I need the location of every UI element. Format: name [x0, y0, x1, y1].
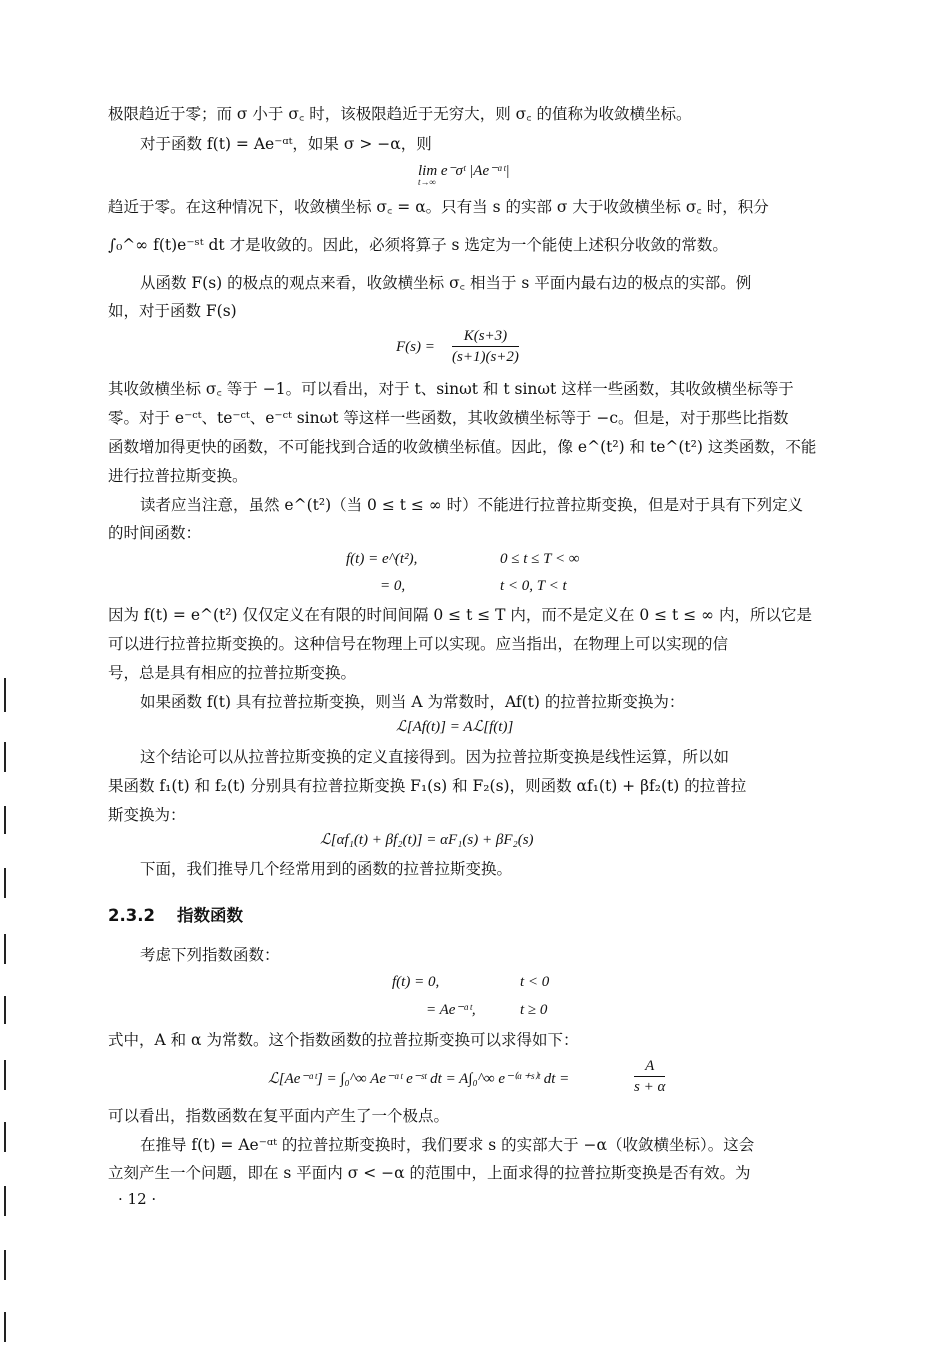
- text-line: 可以进行拉普拉斯变换的。这种信号在物理上可以实现。应当指出，在物理上可以实现的信: [108, 635, 729, 653]
- text-line: 趋近于零。在这种情况下，收敛横坐标 σ꜀ = α。只有当 s 的实部 σ 大于收敛横坐标 σ꜀ 时，积分: [108, 198, 769, 216]
- scan-margin-mark: [4, 1060, 6, 1090]
- section-title: 指数函数: [176, 906, 243, 925]
- fraction-numerator: K(s+3): [452, 327, 519, 347]
- text-line: 果函数 f₁(t) 和 f₂(t) 分别具有拉普拉斯变换 F₁(s) 和 F₂(s)，则函数 αf₁(t) + βf₂(t) 的拉普拉: [108, 777, 747, 795]
- fraction-denominator: (s+1)(s+2): [452, 349, 519, 365]
- linearity-equation: ℒ[Af(t)] = Aℒ[f(t)]: [396, 719, 514, 735]
- scan-margin-mark: [4, 742, 6, 772]
- exponential-transform-fraction: [634, 1057, 665, 1097]
- text-line: 对于函数 f(t) = Ae⁻ᵅᵗ，如果 σ > −α，则: [140, 135, 432, 153]
- text-line: 下面，我们推导几个经常用到的函数的拉普拉斯变换。: [140, 860, 513, 878]
- text-line: 斯变换为：: [108, 806, 186, 824]
- text-line: 如，对于函数 F(s): [108, 302, 237, 320]
- text-line: 从函数 F(s) 的极点的观点来看，收敛横坐标 σ꜀ 相当于 s 平面内最右边的极点的实部。例: [140, 274, 752, 292]
- text-line: 式中，A 和 α 为常数。这个指数函数的拉普拉斯变换可以求得如下：: [108, 1031, 579, 1049]
- text-line: 号，总是具有相应的拉普拉斯变换。: [108, 664, 357, 682]
- scan-margin-mark: [4, 1122, 6, 1152]
- text-line: 因为 f(t) = e^(t²) 仅仅定义在有限的时间间隔 0 ≤ t ≤ T 内，而不是定义在 0 ≤ t ≤ ∞ 内，所以它是: [108, 606, 812, 624]
- text-line: 读者应当注意，虽然 e^(t²)（当 0 ≤ t ≤ ∞ 时）不能进行拉普拉斯变换，但是对于具有下列定义: [140, 496, 804, 514]
- text-line: ∫₀^∞ f(t)e⁻ˢᵗ dt 才是收敛的。因此，必须将算子 s 选定为一个能使上述积分收敛的常数。: [108, 236, 728, 254]
- text-line: 立刻产生一个问题，即在 s 平面内 σ < −α 的范围中，上面求得的拉普拉斯变换是否有效。为: [108, 1164, 751, 1182]
- text-line: 如果函数 f(t) 具有拉普拉斯变换，则当 A 为常数时，Af(t) 的拉普拉斯变换为：: [140, 693, 685, 711]
- exponential-transform-equation: ℒ[Ae⁻ᵅᵗ] = ∫₀^∞ Ae⁻ᵅᵗ e⁻ˢᵗ dt = A∫₀^∞ e⁻⁽ᵅ⁺ˢ⁾ᵗ dt =: [268, 1071, 570, 1087]
- text-line: 函数增加得更快的函数，不可能找到合适的收敛横坐标值。因此，像 e^(t²) 和 te^(t²) 这类函数，不能: [108, 438, 817, 456]
- transfer-function-fraction: [452, 327, 519, 367]
- text-line: 极限趋近于零；而 σ 小于 σ꜀ 时，该极限趋近于无穷大，则 σ꜀ 的值称为收敛横坐标。: [108, 105, 692, 123]
- piecewise-equation-row: f(t) = e^(t²),: [346, 551, 418, 567]
- piecewise-condition: t < 0: [520, 974, 550, 990]
- piecewise-condition: t < 0, T < t: [500, 578, 567, 594]
- page-number: · 12 ·: [118, 1190, 157, 1208]
- section-number: 2.3.2: [108, 906, 155, 925]
- limit-subscript: t→∞: [418, 177, 436, 187]
- scan-margin-mark: [4, 868, 6, 898]
- piecewise-condition: 0 ≤ t ≤ T < ∞: [500, 551, 580, 567]
- text-line: 考虑下列指数函数：: [140, 946, 280, 964]
- piecewise-equation-row: = 0,: [380, 578, 406, 594]
- scan-margin-mark: [4, 806, 6, 834]
- scan-margin-mark: [4, 1250, 6, 1280]
- scan-margin-mark: [4, 934, 6, 964]
- scan-margin-mark: [4, 678, 6, 712]
- superposition-equation: ℒ[αf₁(t) + βf₂(t)] = αF₁(s) + βF₂(s): [320, 832, 534, 848]
- text-line: 其收敛横坐标 σ꜀ 等于 −1。可以看出，对于 t、sinωt 和 t sinωt 这样一些函数，其收敛横坐标等于: [108, 380, 794, 398]
- piecewise-equation-row: f(t) = 0,: [392, 974, 440, 990]
- text-line: 零。对于 e⁻ᶜᵗ、te⁻ᶜᵗ、e⁻ᶜᵗ sinωt 等这样一些函数，其收敛横坐标等于 −c。但是，对于那些比指数: [108, 409, 789, 427]
- scan-margin-mark: [4, 1186, 6, 1216]
- text-line: 可以看出，指数函数在复平面内产生了一个极点。: [108, 1107, 450, 1125]
- text-line: 在推导 f(t) = Ae⁻ᵅᵗ 的拉普拉斯变换时，我们要求 s 的实部大于 −α（收敛横坐标）。这会: [140, 1136, 755, 1154]
- transfer-function-lhs: F(s) =: [396, 339, 435, 355]
- text-line: 进行拉普拉斯变换。: [108, 467, 248, 485]
- section-heading: [108, 902, 243, 926]
- piecewise-condition: t ≥ 0: [520, 1002, 548, 1018]
- fraction-denominator: s + α: [634, 1079, 666, 1095]
- text-line: 这个结论可以从拉普拉斯变换的定义直接得到。因为拉普拉斯变换是线性运算，所以如: [140, 748, 730, 766]
- scan-margin-mark: [4, 996, 6, 1024]
- text-line: 的时间函数：: [108, 524, 202, 542]
- scan-margin-mark: [4, 1312, 6, 1342]
- limit-equation: lim e⁻σᵗ |Ae⁻ᵅᵗ|: [418, 163, 510, 179]
- piecewise-equation-row: = Ae⁻ᵅᵗ,: [426, 1002, 476, 1018]
- fraction-numerator: A: [634, 1057, 665, 1077]
